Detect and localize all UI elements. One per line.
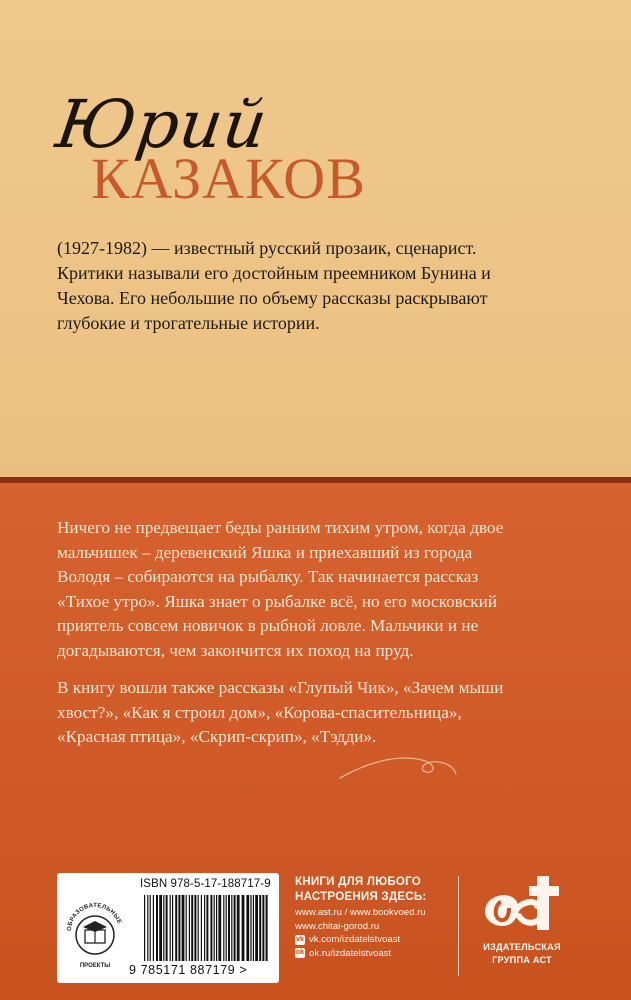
promo-link[interactable]: www.chitai-gorod.ru xyxy=(295,920,380,932)
promo-block xyxy=(295,874,450,960)
isbn-panel xyxy=(57,873,279,983)
author-bio: (1927-1982) — известный русский прозаик, сценарист. Критики называли его достойным преемником Бунина и Чехова. Его небольшие по объему рассказы раскрывают глубокие и трогательные истории. xyxy=(57,238,491,333)
decorative-flourish-icon xyxy=(338,752,458,782)
ok-icon: ok xyxy=(295,949,305,957)
promo-link[interactable]: www.ast.ru / www.bookvoed.ru xyxy=(295,907,426,918)
promo-title-line: КНИГИ ДЛЯ ЛЮБОГО xyxy=(295,875,421,888)
promo-title xyxy=(295,874,450,904)
ast-logo-icon xyxy=(481,872,563,936)
isbn-number: ISBN 978-5-17-188717-9 xyxy=(140,878,271,890)
publisher-name xyxy=(467,941,577,966)
vk-icon: vk xyxy=(296,935,304,943)
education-projects-badge-icon xyxy=(63,883,127,973)
svg-text:ПРОЕКТЫ: ПРОЕКТЫ xyxy=(79,963,111,969)
social-link-ok[interactable] xyxy=(295,947,450,961)
svg-text:ОБРАЗОВАТЕЛЬНЫЕ: ОБРАЗОВАТЕЛЬНЫЕ xyxy=(66,902,122,932)
barcode-icon xyxy=(140,895,272,963)
social-link-text: vk.com/izdatelstvoast xyxy=(309,934,401,945)
publisher-name-line: ИЗДАТЕЛЬСКАЯ xyxy=(483,942,561,952)
barcode-digits: 9 785171 887179 > xyxy=(129,963,248,977)
author-last-name: КАЗАКОВ xyxy=(91,146,366,211)
promo-title-line: НАСТРОЕНИЯ ЗДЕСЬ: xyxy=(295,890,427,903)
book-annotation xyxy=(57,516,512,750)
annotation-paragraph: Ничего не предвещает беды ранним тихим утром, когда двое мальчишек – деревенский Яшка и приехавший из города Володя – собираются на рыбалку. Так начинается рассказ «Тихое утро». Яшка знает о рыбалке всё, но его московский приятель совсем новичок в рыбной ловле. Мальчики и не догадываются, чем закончится их поход на пруд. xyxy=(57,518,504,660)
publisher-name-line: ГРУППА АСТ xyxy=(492,954,552,965)
social-link-text: ok.ru/izdatelstvoast xyxy=(309,947,392,959)
publisher-block xyxy=(467,872,577,965)
annotation-paragraph: В книгу вошли также рассказы «Глупый Чик», «Зачем мыши хвост?», «Как я строил дом», «Корова-спасительница», «Красная птица», «Скрип-скрип», «Тэдди». xyxy=(57,678,504,746)
author-first-name: Юрий xyxy=(51,86,273,163)
social-link-vk[interactable] xyxy=(295,933,450,947)
promo-separator xyxy=(458,876,459,976)
